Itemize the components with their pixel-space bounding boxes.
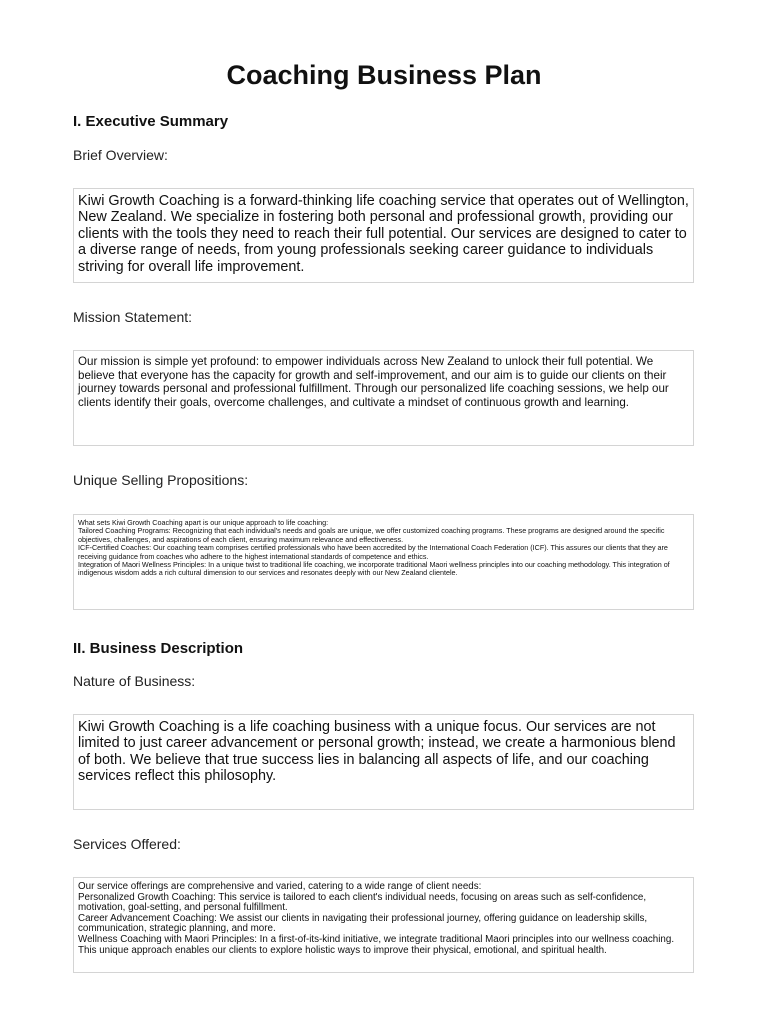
mission-statement-text: Our mission is simple yet profound: to empower individuals across New Zealand to unlock their full potential. We believe that everyone has the capacity for growth and self-improvement, and our aim is to guide our clients on their journey towards personal and professional fulfillment. Through our personalized life coaching sessions, we help our clients identify their goals, overcome challenges, and cultivate a mindset of continuous growth and learning. <box>78 355 669 409</box>
brief-overview-text: Kiwi Growth Coaching is a forward-thinking life coaching service that operates out of Wellington, New Zealand. We specialize in fostering both personal and professional growth, providing our clients with the tools they need to reach their full potential. Our services are designed to cater to a diverse range of needs, from young professionals seeking career guidance to individuals striving for overall life improvement. <box>78 193 689 275</box>
page-title: Coaching Business Plan <box>226 60 542 90</box>
nature-of-business-box <box>73 714 694 810</box>
nature-of-business-label: Nature of Business: <box>73 673 196 689</box>
nature-of-business-text: Kiwi Growth Coaching is a life coaching business with a unique focus. Our services are not limited to just career advancement or personal growth; instead, we create a harmonious blend of both. We believe that true success lies in balancing all aspects of life, and our coaching services reflect this philosophy. <box>78 719 676 785</box>
services-offered-box <box>73 877 694 973</box>
brief-overview-box <box>73 188 694 283</box>
brief-overview-label: Brief Overview: <box>73 147 168 163</box>
usp-box <box>73 514 694 610</box>
usp-line: ICF-Certified Coaches: Our coaching team comprises certified professionals who have been accredited by the International Coach Federation (ICF). This assures our clients that they are receiving guidance from coaches who adhere to the highest international standards of competence and ethics. <box>78 543 668 561</box>
section-heading-executive-summary: I. Executive Summary <box>73 113 229 130</box>
services-line: Career Advancement Coaching: We assist our clients in navigating their professional journey, offering guidance on leadership skills, communication, strategic planning, and more. <box>78 912 648 935</box>
mission-statement-label: Mission Statement: <box>73 309 193 325</box>
usp-label: Unique Selling Propositions: <box>73 472 249 488</box>
section-heading-business-description: II. Business Description <box>73 640 244 657</box>
services-line: Personalized Growth Coaching: This service is tailored to each client's individual needs, focusing on areas such as self-confidence, motivation, goal-setting, and personal fulfillment. <box>78 891 647 914</box>
services-line: Wellness Coaching with Maori Principles: In a first-of-its-kind initiative, we integrate traditional Maori principles into our wellness coaching. This unique approach enables our clients to explore holistic ways to improve their physical, emotional, and spiritual health. <box>78 933 675 956</box>
services-offered-label: Services Offered: <box>73 836 181 852</box>
usp-line: Tailored Coaching Programs: Recognizing that each individual's needs and goals are unique, we offer customized coaching programs. These programs are designed around the specific objectives, challenges, and aspirations of each client, ensuring maximum relevance and effectiveness. <box>78 526 665 544</box>
mission-statement-box <box>73 350 694 446</box>
usp-line: Integration of Maori Wellness Principles: In a unique twist to traditional life coaching, we incorporate traditional Maori wellness principles into our coaching methodology. This integration of indigenous wisdom adds a rich cultural dimension to our services and resonates deeply with our New Zealand clientele. <box>78 560 670 578</box>
usp-line: What sets Kiwi Growth Coaching apart is our unique approach to life coaching: <box>78 518 329 527</box>
services-line: Our service offerings are comprehensive and varied, catering to a wide range of client needs: <box>78 881 482 892</box>
